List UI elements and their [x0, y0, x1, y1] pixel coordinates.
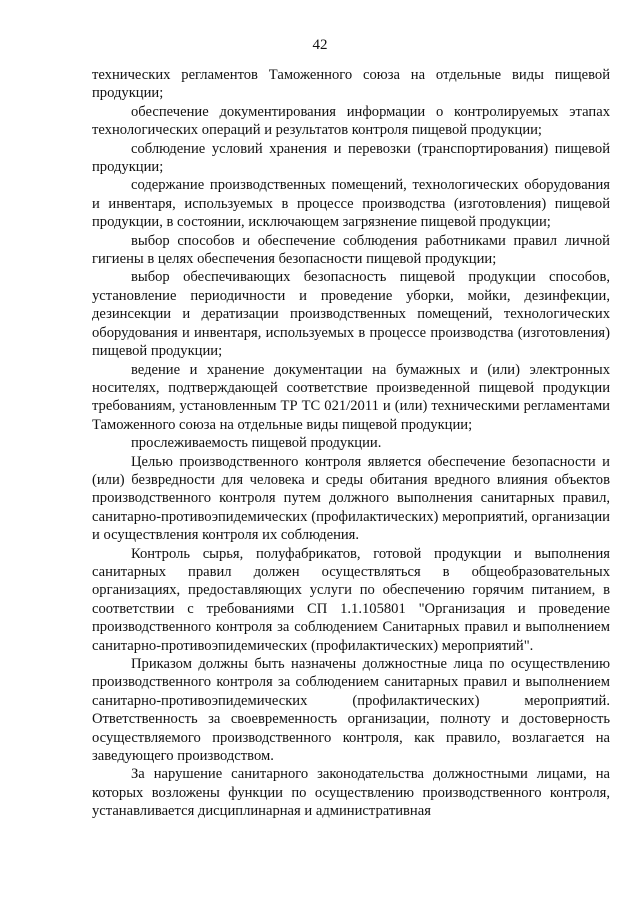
document-body — [92, 66, 610, 821]
page-number: 42 — [312, 37, 328, 53]
paragraph-liability: За нарушение санитарного законодательства должностными лицами, на которых возложены функции по осуществлению производственного контроля, устанавливается дисциплинарная и административная — [92, 766, 610, 820]
paragraph-storage-transport: соблюдение условий хранения и перевозки (транспортирования) пищевой продукции; — [92, 140, 610, 176]
paragraph-traceability: прослеживаемость пищевой продукции. — [131, 435, 382, 452]
paragraph-responsible-persons: Приказом должны быть назначены должностные лица по осуществлению производственного контроля за соблюдением санитарных правил и выполнением санитарно-противоэпидемических (профилактических) мероприятий. Ответственность за своевременность организации, полноту и достоверность осуществляемого производственного контроля, как правило, возлагается на заведующего производством. — [92, 656, 610, 765]
paragraph-personal-hygiene: выбор способов и обеспечение соблюдения работниками правил личной гигиены в целях обеспечения безопасности пищевой продукции; — [92, 232, 610, 268]
paragraph-continuation: технических регламентов Таможенного союза на отдельные виды пищевой продукции; — [92, 67, 610, 102]
paragraph-cleaning-disinfection: выбор обеспечивающих безопасность пищевой продукции способов, установление периодичности и проведение уборки, мойки, дезинфекции, дезинсекции и дератизации производственных помещений, технологических оборудования и инвентаря, используемых в процессе производства (изготовления) пищевой продукции; — [92, 269, 610, 360]
paragraph-premises-maintenance: содержание производственных помещений, технологических оборудования и инвентаря, используемых в процессе производства (изготовления) пищевой продукции, в состоянии, исключающем загрязнение пищевой продукции; — [92, 177, 610, 231]
paragraph-control-goal: Целью производственного контроля является обеспечение безопасности и (или) безвредности для человека и среды обитания вредного влияния объектов производственного контроля путем должного выполнения санитарных правил, санитарно-противоэпидемических (профилактических) мероприятий, организации и осуществления контроля их соблюдения. — [92, 453, 610, 544]
paragraph-raw-material-control: Контроль сырья, полуфабрикатов, готовой продукции и выполнения санитарных правил должен осуществляться в общеобразовательных организациях, предоставляющих услуги по обеспечению горячим питанием, в соответствии с требованиями СП 1.1.105801 "Организация и проведение производственного контроля за соблюдением Санитарных правил и выполнением санитарно-противоэпидемических (профилактических) мероприятий". — [92, 545, 610, 654]
paragraph-record-keeping: ведение и хранение документации на бумажных и (или) электронных носителях, подтверждающей соответствие произведенной пищевой продукции требованиям, установленным ТР ТС 021/2011 и (или) техническими регламентами Таможенного союза на отдельные виды пищевой продукции; — [92, 361, 610, 433]
paragraph-documentation: обеспечение документирования информации о контролируемых этапах технологических операций и результатов контроля пищевой продукции; — [92, 103, 610, 139]
